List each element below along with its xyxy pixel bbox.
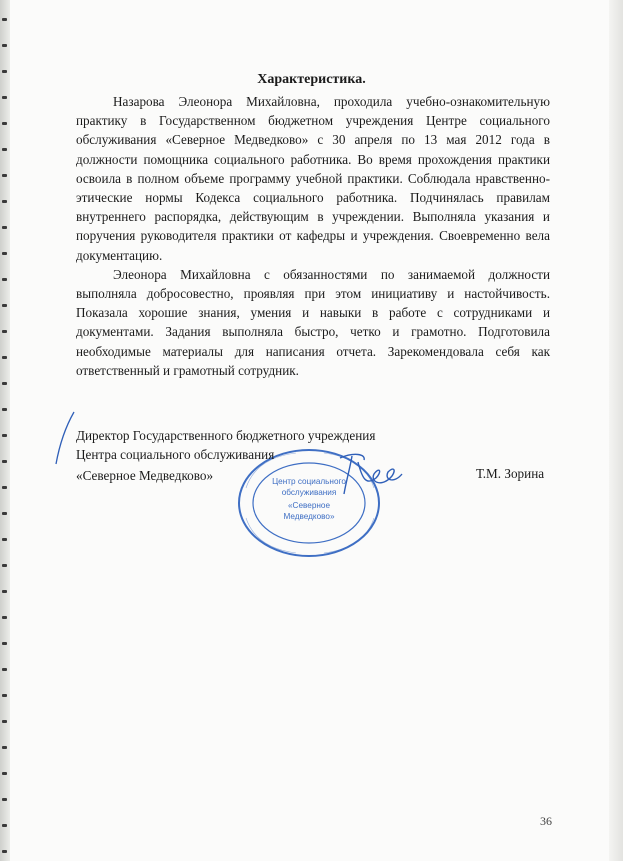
binding-hole <box>2 512 7 515</box>
binding-hole <box>2 278 7 281</box>
binding-hole <box>2 850 7 853</box>
signatory-name: Т.М. Зорина <box>476 466 545 481</box>
binding-hole <box>2 746 7 749</box>
binding-hole <box>2 772 7 775</box>
binding-hole <box>2 538 7 541</box>
stamp-text-3: «Северное <box>287 501 331 510</box>
binding-hole <box>2 642 7 645</box>
document-title: Характеристика. <box>257 72 366 87</box>
paragraph-2: Элеонора Михайловна с обязанностями по занимаемой должности выполняла добросовестно, проявляя при этом инициативу и настойчивость. Показала хорошие знания, умения и навыки в работе с сотрудниками и документами. Задания выполняла быстро, четко и грамотно. Подготовила необходимые материалы для написания отчета. Зарекомендовала себя как ответственный и грамотный сотрудник. <box>76 266 550 378</box>
binding-hole <box>2 148 7 151</box>
binding-hole <box>2 356 7 359</box>
binding-hole <box>2 174 7 177</box>
binding-hole <box>2 668 7 671</box>
document-body <box>76 92 550 380</box>
stamp-text-1: Центр социального <box>272 477 346 486</box>
signature-title-line-1: Директор Государственного бюджетного учреждения <box>76 428 376 443</box>
binding-hole <box>2 798 7 801</box>
binding-hole <box>2 694 7 697</box>
binding-hole <box>2 200 7 203</box>
binding-hole <box>2 616 7 619</box>
binding-hole <box>2 434 7 437</box>
binding-hole <box>2 408 7 411</box>
signature-title-line-3: «Северное Медведково» <box>76 468 214 483</box>
binding-hole <box>2 18 7 21</box>
page-number: 36 <box>540 814 552 828</box>
binding-hole <box>2 252 7 255</box>
binding-strip <box>0 0 10 861</box>
page-edge-shadow <box>609 0 623 861</box>
handwritten-signature <box>336 448 406 500</box>
signature-title-line-2: Центра социального обслуживания <box>76 447 275 462</box>
binding-hole <box>2 304 7 307</box>
binding-hole <box>2 382 7 385</box>
margin-pen-mark <box>52 410 76 466</box>
binding-hole <box>2 330 7 333</box>
binding-hole <box>2 824 7 827</box>
stamp-text-4: Медведково» <box>283 512 335 521</box>
binding-hole <box>2 460 7 463</box>
paragraph-1: Назарова Элеонора Михайловна, проходила учебно-ознакомительную практику в Государственном бюджетном учреждения Центре социального обслуживания «Северное Медведково» с 30 апреля по 13 мая 2012 года в должности помощника социального работника. Во время прохождения практики освоила в полном объеме программу учебной практики. Соблюдала нравственно-этические нормы Кодекса социального работника. Подчинялась правилам внутреннего распорядка, действующим в учреждении. Выполняла указания и поручения руководителя практики от кафедры и учреждения. Своевременно вела документацию. <box>76 94 550 263</box>
binding-hole <box>2 486 7 489</box>
binding-hole <box>2 590 7 593</box>
binding-hole <box>2 44 7 47</box>
binding-hole <box>2 564 7 567</box>
binding-hole <box>2 226 7 229</box>
binding-hole <box>2 122 7 125</box>
stamp-text-2: обслуживания <box>281 488 337 497</box>
binding-hole <box>2 720 7 723</box>
binding-hole <box>2 96 7 99</box>
